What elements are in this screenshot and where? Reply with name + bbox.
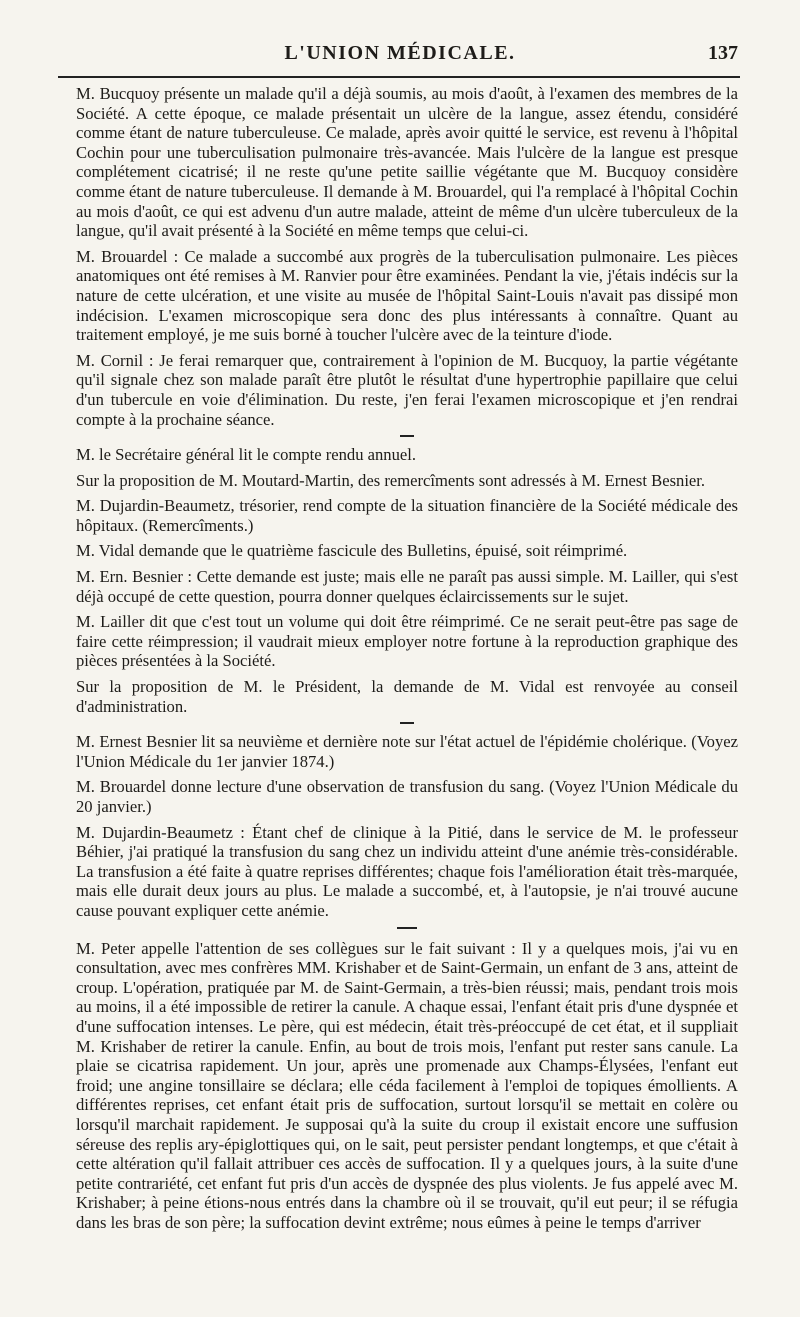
page-number: 137 <box>708 42 738 64</box>
running-title: L'UNION MÉDICALE. <box>284 42 516 64</box>
paragraph-bucquoy: M. Bucquoy présente un malade qu'il a déjà soumis, au mois d'août, à l'examen des membres de la Société. A cette époque, ce malade présentait un ulcère de la langue, assez étendu, considéré comme étant de nature tuberculeuse. Ce malade, après avoir quitté le service, est revenu à l'hôpital Cochin pour une tuberculisation pulmonaire très-avancée. Mais l'ulcère de la langue est presque complétement cicatrisé; il ne reste qu'une petite saillie végétante que M. Bucquoy considère comme étant de nature tuberculeuse. Il demande à M. Brouardel, qui l'a remplacé à l'hôpital Cochin au mois d'août, ce qui est advenu d'un autre malade, atteint de même d'un ulcère tuberculeux de la langue, qu'il avait présenté à la Société en même temps que celui-ci. <box>76 84 738 241</box>
paragraph-tresorier: M. Dujardin-Beaumetz, trésorier, rend compte de la situation financière de la Société médicale des hôpitaux. (Remercîments.) <box>76 496 738 535</box>
paragraph-cornil: M. Cornil : Je ferai remarquer que, contrairement à l'opinion de M. Bucquoy, la partie végétante qu'il signale chez son malade paraît être plutôt le résultat d'une hypertrophie papillaire que celui d'un tubercule en voie d'élimination. Du reste, j'en ferai l'examen microscopique et j'en rendrai compte à la prochaine séance. <box>76 350 738 429</box>
paragraph-transfusion: M. Brouardel donne lecture d'une observation de transfusion du sang. (Voyez l'Union Médicale du 20 janvier.) <box>76 777 738 816</box>
paragraph-besnier: M. Ern. Besnier : Cette demande est juste; mais elle ne paraît pas aussi simple. M. Lailler, qui s'est déjà occupé de cette question, pourra donner quelques éclaircissements sur le sujet. <box>76 567 738 606</box>
text-body <box>76 84 738 1238</box>
section-divider <box>397 927 417 929</box>
paragraph-moutard-martin: Sur la proposition de M. Moutard-Martin, des remercîments sont adressés à M. Ernest Besnier. <box>76 470 706 490</box>
paragraph-lailler: M. Lailler dit que c'est tout un volume qui doit être réimprimé. Ce ne serait peut-être pas sage de faire cette réimpression; il vaudrait mieux employer notre fortune à la reproduction graphique des pièces présentées à la Société. <box>76 612 738 671</box>
paragraph-president: Sur la proposition de M. le Président, la demande de M. Vidal est renvoyée au conseil d'administration. <box>76 677 738 716</box>
paragraph-vidal: M. Vidal demande que le quatrième fascicule des Bulletins, épuisé, soit réimprimé. <box>76 541 628 561</box>
section-divider <box>400 435 414 437</box>
section-divider <box>400 722 414 724</box>
header-rule <box>58 76 740 78</box>
running-header <box>62 36 738 76</box>
paragraph-brouardel-reply: M. Brouardel : Ce malade a succombé aux progrès de la tuberculisation pulmonaire. Les pièces anatomiques ont été remises à M. Ranvier pour être examinées. Pendant la vie, j'étais indécis sur la nature de cette ulcération, et une visite au musée de l'hôpital Saint-Louis n'avait pas dissipé mon indécision. L'examen microscopique sera donc des plus intéressants à connaître. Quant au traitement employé, je me suis borné à toucher l'ulcère avec de la teinture d'iode. <box>76 246 738 345</box>
paragraph-secretaire: M. le Secrétaire général lit le compte rendu annuel. <box>76 445 417 465</box>
paragraph-epidemie: M. Ernest Besnier lit sa neuvième et dernière note sur l'état actuel de l'épidémie cholérique. (Voyez l'Union Médicale du 1er janvier 1874.) <box>76 732 738 771</box>
paragraph-dujardin-beaumetz: M. Dujardin-Beaumetz : Étant chef de clinique à la Pitié, dans le service de M. le professeur Béhier, j'ai pratiqué la transfusion du sang chez un individu atteint d'une anémie très-considérable. La transfusion a été faite à quatre reprises différentes; chaque fois l'amélioration était très-marquée, mais elle durait deux jours au plus. Le malade a succombé, et, à l'autopsie, je n'ai trouvé aucune cause pouvant expliquer cette anémie. <box>76 822 738 920</box>
paragraph-peter: M. Peter appelle l'attention de ses collègues sur le fait suivant : Il y a quelques mois, j'ai vu en consultation, avec mes confrères MM. Krishaber et de Saint-Germain, un enfant de 3 ans, atteint de croup. L'opération, pratiquée par M. de Saint-Germain, a très-bien réussi; mais, pendant trois mois au moins, il a été impossible de retirer la canule. A chaque essai, l'enfant était pris d'une dyspnée et d'une suffocation intenses. Le père, qui est médecin, était très-préoccupé de cet état, et il suppliait M. Krishaber de retirer la canule. Enfin, au bout de trois mois, l'enfant put rester sans canule. La plaie se cicatrisa rapidement. Un jour, après une promenade aux Champs-Élysées, l'enfant eut froid; une angine tonsillaire se déclara; elle céda facilement à l'emploi de topiques émollients. A différentes reprises, cet enfant était pris de suffocation, surtout lorsqu'il se mettait en colère ou lorsqu'il marchait rapidement. Je supposai qu'à la suite du croup il existait encore une suffusion séreuse des replis ary-épiglottiques qui, on le sait, peut persister pendant longtemps, et que c'était à cette altération qu'il fallait attribuer ces accès de suffocation. Il y a quelques jours, à la suite d'une petite contrariété, cet enfant fut pris d'un accès de dyspnée des plus violents. Je fus appelé avec M. Krishaber; à peine étions-nous entrés dans la chambre où il se trouvait, qu'il eut peur; il se réfugia dans les bras de son père; la suffocation devint extrême; nous eûmes à peine le temps d'arriver <box>76 938 738 1232</box>
